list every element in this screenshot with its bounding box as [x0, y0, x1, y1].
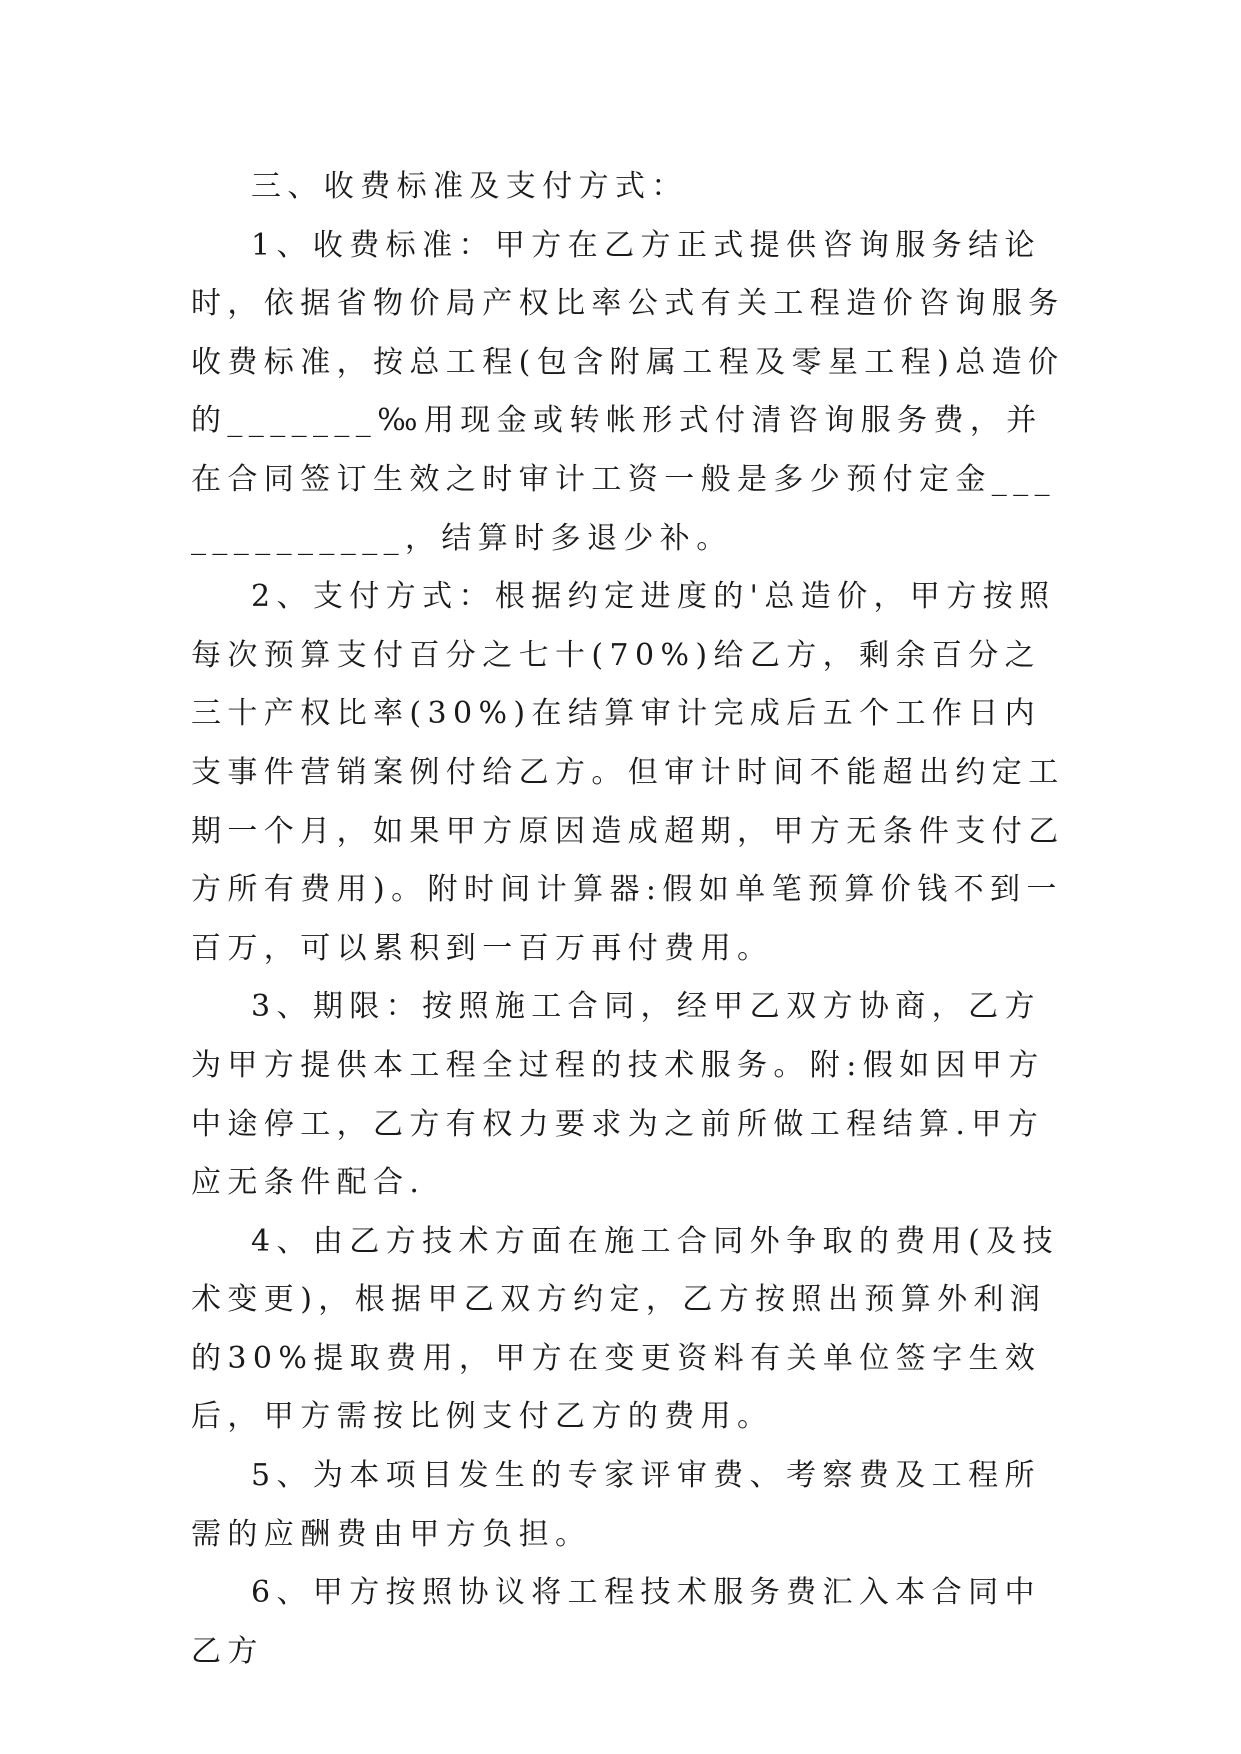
paragraph-expert-fees: 5、为本项目发生的专家评审费、考察费及工程所需的应酬费由甲方负担。 — [191, 1458, 1041, 1552]
section-heading: 三、收费标准及支付方式： — [251, 169, 688, 204]
paragraph-fee-standard: 1、收费标准：甲方在乙方正式提供咨询服务结论时，依据省物价局产权比率公式有关工程造价咨询服务收费标准，按总工程(包含附属工程及零星工程)总造价的_______‰用现金或转帐形式付清咨询服务费，并在合同签订生效之时审计工资一般是多少预付定金_____________，结算时多退少补。 — [191, 227, 1065, 556]
document-body — [191, 158, 1071, 1681]
paragraph-payment-method: 2、支付方式：根据约定进度的'总造价，甲方按照每次预算支付百分之七十(70%)给乙方，剩余百分之三十产权比率(30%)在结算审计完成后五个工作日内支事件营销案例付给乙方。但审计时间不能超出约定工期一个月，如果甲方原因造成超期，甲方无条件支付乙方所有费用)。附时间计算器:假如单笔预算价钱不到一百万，可以累积到一百万再付费用。 — [191, 579, 1065, 966]
paragraph-remittance: 6、甲方按照协议将工程技术服务费汇入本合同中乙方 — [191, 1575, 1041, 1669]
paragraph-extra-fees: 4、由乙方技术方面在施工合同外争取的费用(及技术变更)，根据甲乙双方约定，乙方按照出预算外利润的30%提取费用，甲方在变更资料有关单位签字生效后，甲方需按比例支付乙方的费用。 — [191, 1223, 1059, 1435]
paragraph-term: 3、期限：按照施工合同，经甲乙双方协商，乙方为甲方提供本工程全过程的技术服务。附:假如因甲方中途停工，乙方有权力要求为之前所做工程结算.甲方应无条件配合. — [191, 989, 1045, 1201]
